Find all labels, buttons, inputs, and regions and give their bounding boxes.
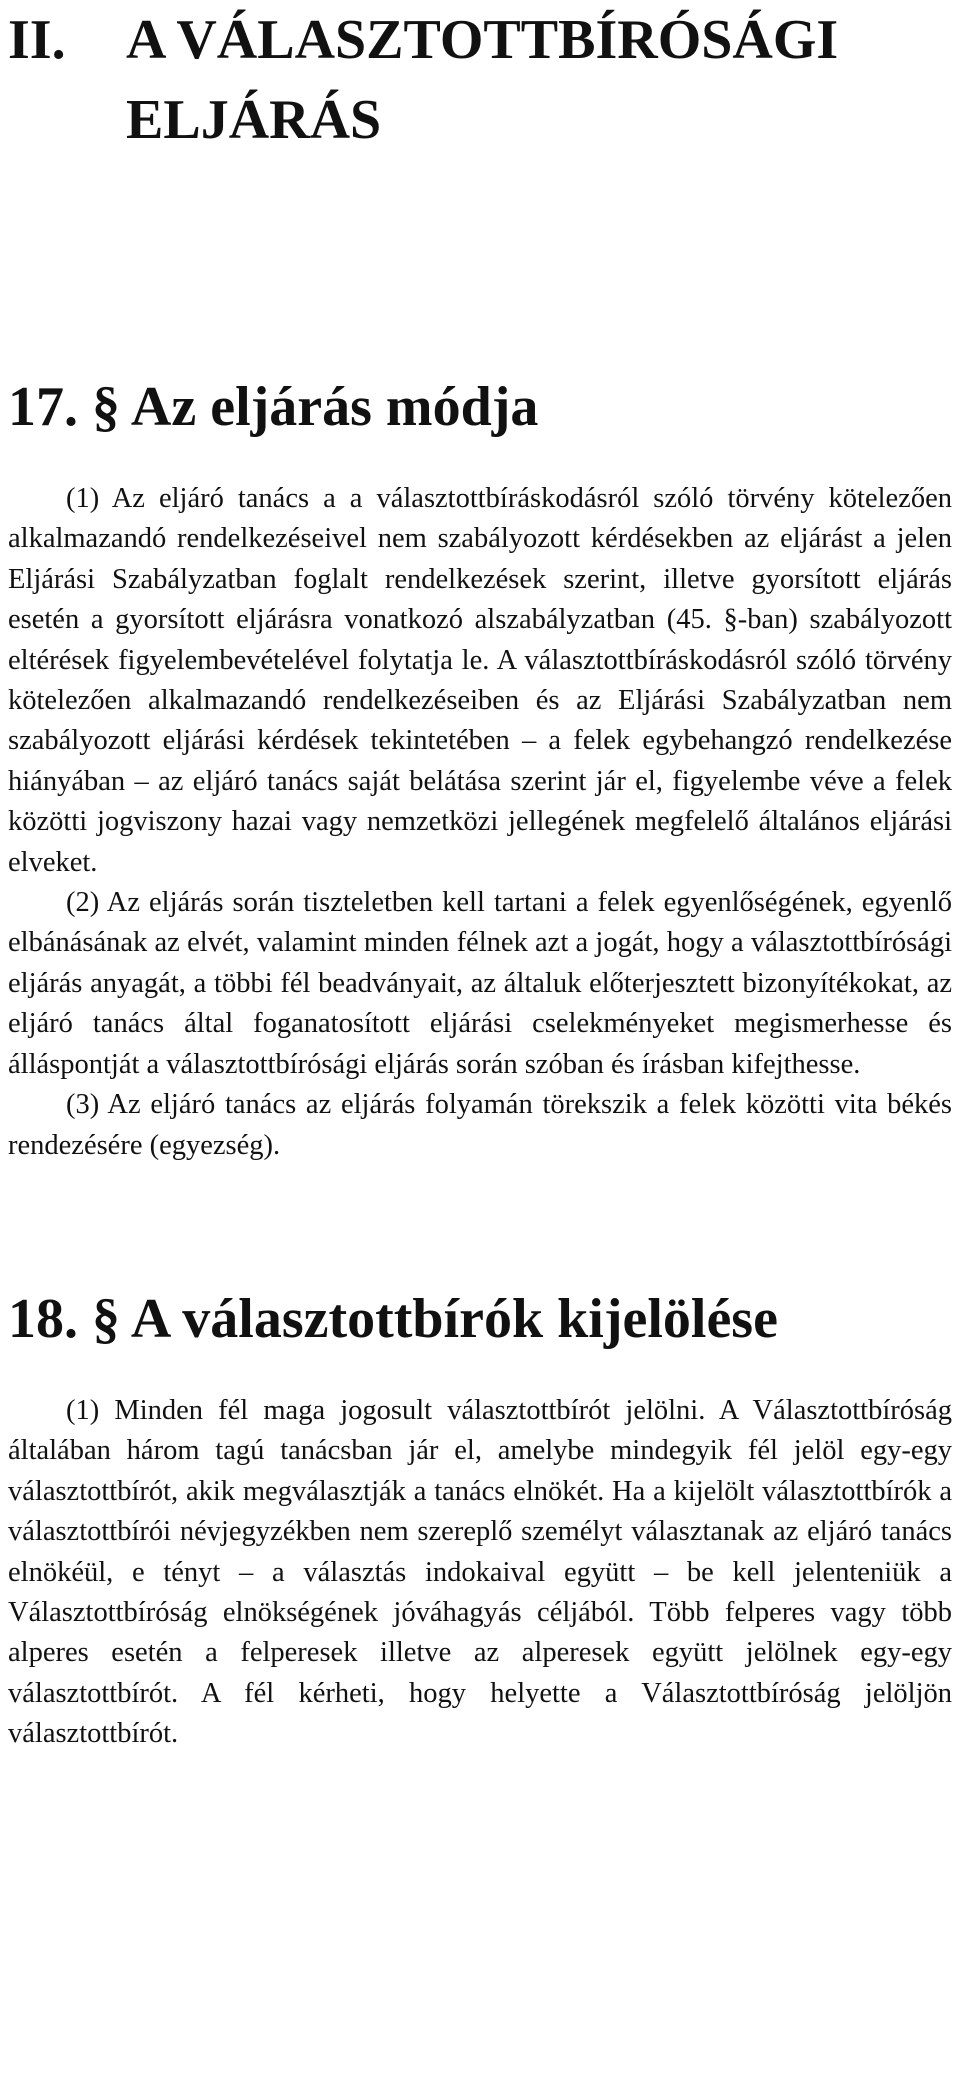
section-body: [8, 479, 952, 1166]
part-heading: [8, 0, 952, 240]
section-18: [8, 1284, 952, 1755]
section-heading: 18. § A választottbírók kijelölése: [8, 1287, 778, 1350]
paragraph: (2) Az eljárás során tiszteletben kell tartani a felek egyenlőségének, egyenlő elbánásának az elvét, valamint minden félnek azt a jogát, hogy a választottbírósági eljárás anyagát, a többi fél beadványait, az általuk előterjesztett bizonyítékokat, az eljáró tanács által foganatosított eljárási cselekményeket megismerhesse és álláspontját a választottbírósági eljárás során szóban és írásban kifejthesse.: [8, 887, 952, 1080]
part-title: A VÁLASZTOTTBÍRÓSÁGI ELJÁRÁS: [126, 9, 839, 151]
part-number: II.: [8, 9, 66, 71]
section-body: [8, 1391, 952, 1755]
paragraph: (1) Az eljáró tanács a a választottbíráskodásról szóló törvény kötelezően alkalmazandó rendelkezéseivel nem szabályozott kérdésekben az eljárást a jelen Eljárási Szabályzatban foglalt rendelkezések szerint, illetve gyorsított eljárás esetén a gyorsított eljárásra vonatkozó alszabályzatban (45. §-ban) szabályozott eltérések figyelembevételével folytatja le. A választottbíráskodásról szóló törvény kötelezően alkalmazandó rendelkezéseiben és az Eljárási Szabályzatban nem szabályozott eljárási kérdések tekintetében – a felek egybehangzó rendelkezése hiányában – az eljáró tanács saját belátása szerint jár el, figyelembe véve a felek közötti jogviszony hazai vagy nemzetközi jellegének megfelelő általános eljárási elveket.: [8, 483, 952, 878]
section-17: [8, 372, 952, 1166]
paragraph: (3) Az eljáró tanács az eljárás folyamán törekszik a felek közötti vita békés rendezésére (egyezség).: [8, 1089, 952, 1161]
paragraph: (1) Minden fél maga jogosult választottbírót jelölni. A Választottbíróság általában három tagú tanácsban jár el, amelybe mindegyik fél jelöl egy-egy választottbírót, akik megválasztják a tanács elnökét. Ha a kijelölt választottbírók a választottbírói névjegyzékben nem szereplő személyt választanak az eljáró tanács elnökéül, e tényt – a választás indokaival együtt – be kell jelenteniük a Választottbíróság elnökségének jóváhagyás céljából. Több felperes vagy több alperes esetén a felperesek illetve az alperesek együtt jelölnek egy-egy választottbírót. A fél kérheti, hogy helyette a Választottbíróság jelöljön választottbírót.: [8, 1394, 952, 1750]
section-heading: 17. § Az eljárás módja: [8, 376, 539, 438]
document-page: [8, 0, 952, 1755]
